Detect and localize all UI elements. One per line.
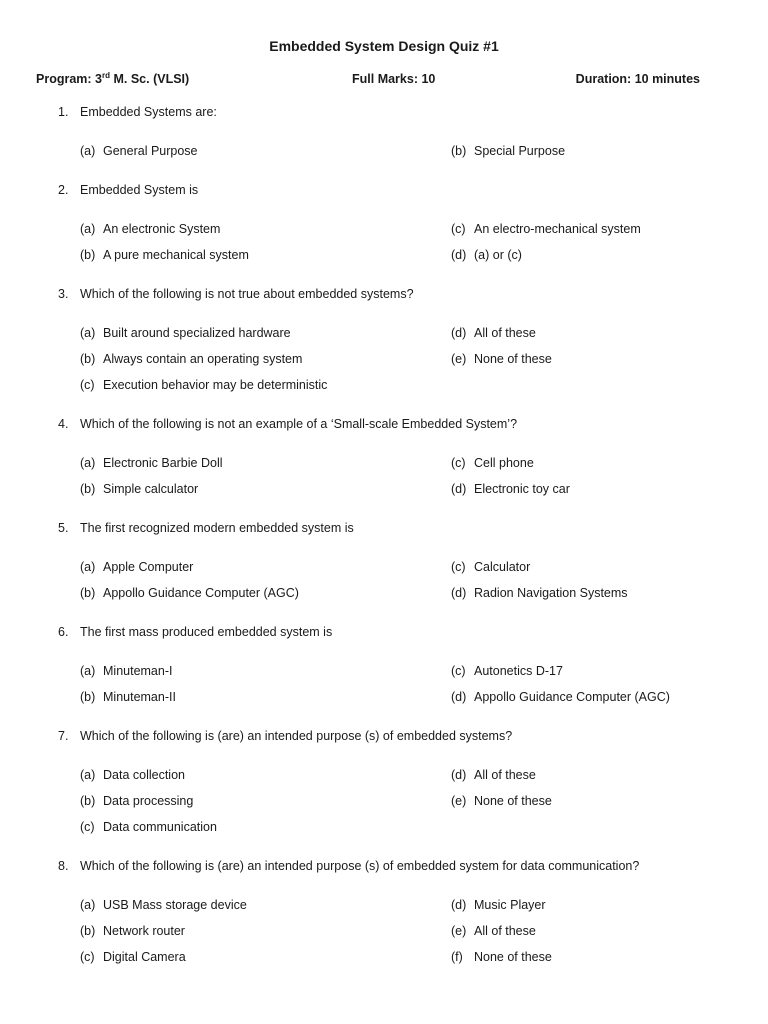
option	[80, 664, 172, 678]
option	[451, 950, 552, 964]
option-label: (b)	[80, 352, 96, 366]
option	[80, 560, 193, 574]
option-text: Electronic Barbie Doll	[103, 456, 223, 470]
option-label: (a)	[80, 222, 96, 236]
option	[80, 950, 186, 964]
page-title: Embedded System Design Quiz #1	[269, 38, 499, 54]
option-label: (b)	[80, 690, 96, 704]
option-text: Music Player	[474, 898, 546, 912]
option	[451, 456, 534, 470]
option-label: (e)	[451, 924, 467, 938]
option-label: (d)	[451, 248, 467, 262]
option	[80, 326, 291, 340]
option-text: Simple calculator	[103, 482, 199, 496]
option-text: Network router	[103, 924, 185, 938]
option	[451, 664, 563, 678]
option-text: None of these	[474, 794, 552, 808]
option-label: (a)	[80, 560, 96, 574]
option	[80, 456, 223, 470]
question-8	[58, 859, 639, 873]
question-7	[58, 729, 512, 743]
full-marks: Full Marks: 10	[352, 72, 436, 86]
option	[451, 482, 570, 496]
option	[80, 690, 176, 704]
option-label: (d)	[451, 586, 467, 600]
option	[451, 222, 641, 236]
option-label: (c)	[80, 820, 95, 834]
option	[80, 222, 220, 236]
option-text: Apple Computer	[103, 560, 194, 574]
option-text: General Purpose	[103, 144, 198, 158]
option-label: (b)	[451, 144, 467, 158]
question-text: The first recognized modern embedded system is	[80, 521, 354, 535]
question-text: Which of the following is (are) an intended purpose (s) of embedded systems?	[80, 729, 513, 743]
question-4	[58, 417, 517, 431]
question-5	[58, 521, 354, 535]
option	[451, 768, 536, 782]
option-label: (c)	[451, 560, 466, 574]
option-label: (c)	[451, 222, 466, 236]
option-text: None of these	[474, 950, 552, 964]
question-text: Embedded Systems are:	[80, 105, 217, 119]
option	[451, 326, 536, 340]
option-text: All of these	[474, 924, 536, 938]
option-label: (b)	[80, 794, 96, 808]
option	[80, 820, 217, 834]
option	[451, 898, 546, 912]
option-text: Data collection	[103, 768, 185, 782]
question-number: 8.	[58, 859, 69, 873]
question-2	[58, 183, 198, 197]
option-text: Electronic toy car	[474, 482, 570, 496]
option	[80, 794, 193, 808]
option	[80, 768, 185, 782]
option-text: Minuteman-I	[103, 664, 173, 678]
option	[80, 586, 299, 600]
question-text: Which of the following is (are) an intended purpose (s) of embedded system for data communication?	[80, 859, 640, 873]
option-text: None of these	[474, 352, 552, 366]
option-text: Special Purpose	[474, 144, 566, 158]
option	[80, 482, 198, 496]
question-3	[58, 287, 414, 301]
option	[451, 248, 522, 262]
option-label: (c)	[80, 378, 95, 392]
option-text: Autonetics D-17	[474, 664, 563, 678]
option-label: (b)	[80, 924, 96, 938]
option-text: Built around specialized hardware	[103, 326, 291, 340]
question-number: 7.	[58, 729, 69, 743]
option-label: (a)	[80, 898, 96, 912]
option-text: (a) or (c)	[474, 248, 522, 262]
option-label: (b)	[80, 482, 96, 496]
option	[80, 248, 249, 262]
option-label: (c)	[451, 664, 466, 678]
question-1	[58, 105, 217, 119]
program-superscript: rd	[102, 70, 110, 80]
option-text: Data processing	[103, 794, 194, 808]
program-info	[36, 72, 189, 86]
option-text: USB Mass storage device	[103, 898, 247, 912]
option-text: Minuteman-II	[103, 690, 176, 704]
option-text: Radion Navigation Systems	[474, 586, 628, 600]
option-label: (b)	[80, 248, 96, 262]
option	[451, 794, 552, 808]
option-text: Appollo Guidance Computer (AGC)	[474, 690, 670, 704]
option-label: (d)	[451, 690, 467, 704]
option-label: (f)	[451, 950, 463, 964]
option-text: Appollo Guidance Computer (AGC)	[103, 586, 299, 600]
option-text: All of these	[474, 326, 536, 340]
option-text: An electro-mechanical system	[474, 222, 641, 236]
question-6	[58, 625, 332, 639]
duration: Duration: 10 minutes	[575, 72, 700, 86]
option	[451, 560, 530, 574]
question-number: 1.	[58, 105, 69, 119]
option-label: (a)	[80, 144, 96, 158]
option-text: Data communication	[103, 820, 217, 834]
option-text: An electronic System	[103, 222, 221, 236]
question-number: 4.	[58, 417, 69, 431]
option-text: Digital Camera	[103, 950, 186, 964]
option-label: (c)	[451, 456, 466, 470]
option-label: (e)	[451, 352, 467, 366]
option	[451, 352, 552, 366]
option-text: Cell phone	[474, 456, 534, 470]
question-text: Which of the following is not an example of a ‘Small-scale Embedded System’?	[80, 417, 518, 431]
question-text: The first mass produced embedded system is	[80, 625, 333, 639]
option	[451, 924, 536, 938]
question-number: 5.	[58, 521, 69, 535]
option	[451, 586, 628, 600]
option-label: (e)	[451, 794, 467, 808]
option-label: (a)	[80, 326, 96, 340]
question-number: 3.	[58, 287, 69, 301]
option-label: (d)	[451, 326, 467, 340]
option	[80, 898, 247, 912]
option-label: (d)	[451, 898, 467, 912]
option-text: Always contain an operating system	[103, 352, 303, 366]
question-number: 2.	[58, 183, 69, 197]
option-text: A pure mechanical system	[103, 248, 249, 262]
option-label: (b)	[80, 586, 96, 600]
program-label: Program: 3	[36, 72, 102, 86]
option-text: Calculator	[474, 560, 531, 574]
option-text: All of these	[474, 768, 536, 782]
option	[451, 144, 565, 158]
option-label: (d)	[451, 482, 467, 496]
question-number: 6.	[58, 625, 69, 639]
option-label: (a)	[80, 456, 96, 470]
option	[80, 924, 185, 938]
program-rest: M. Sc. (VLSI)	[110, 72, 190, 86]
option	[80, 352, 302, 366]
option	[80, 378, 327, 392]
option-label: (c)	[80, 950, 95, 964]
option-label: (d)	[451, 768, 467, 782]
option-label: (a)	[80, 664, 96, 678]
option	[451, 690, 670, 704]
option-label: (a)	[80, 768, 96, 782]
option	[80, 144, 198, 158]
question-text: Which of the following is not true about embedded systems?	[80, 287, 414, 301]
option-text: Execution behavior may be deterministic	[103, 378, 328, 392]
question-text: Embedded System is	[80, 183, 199, 197]
